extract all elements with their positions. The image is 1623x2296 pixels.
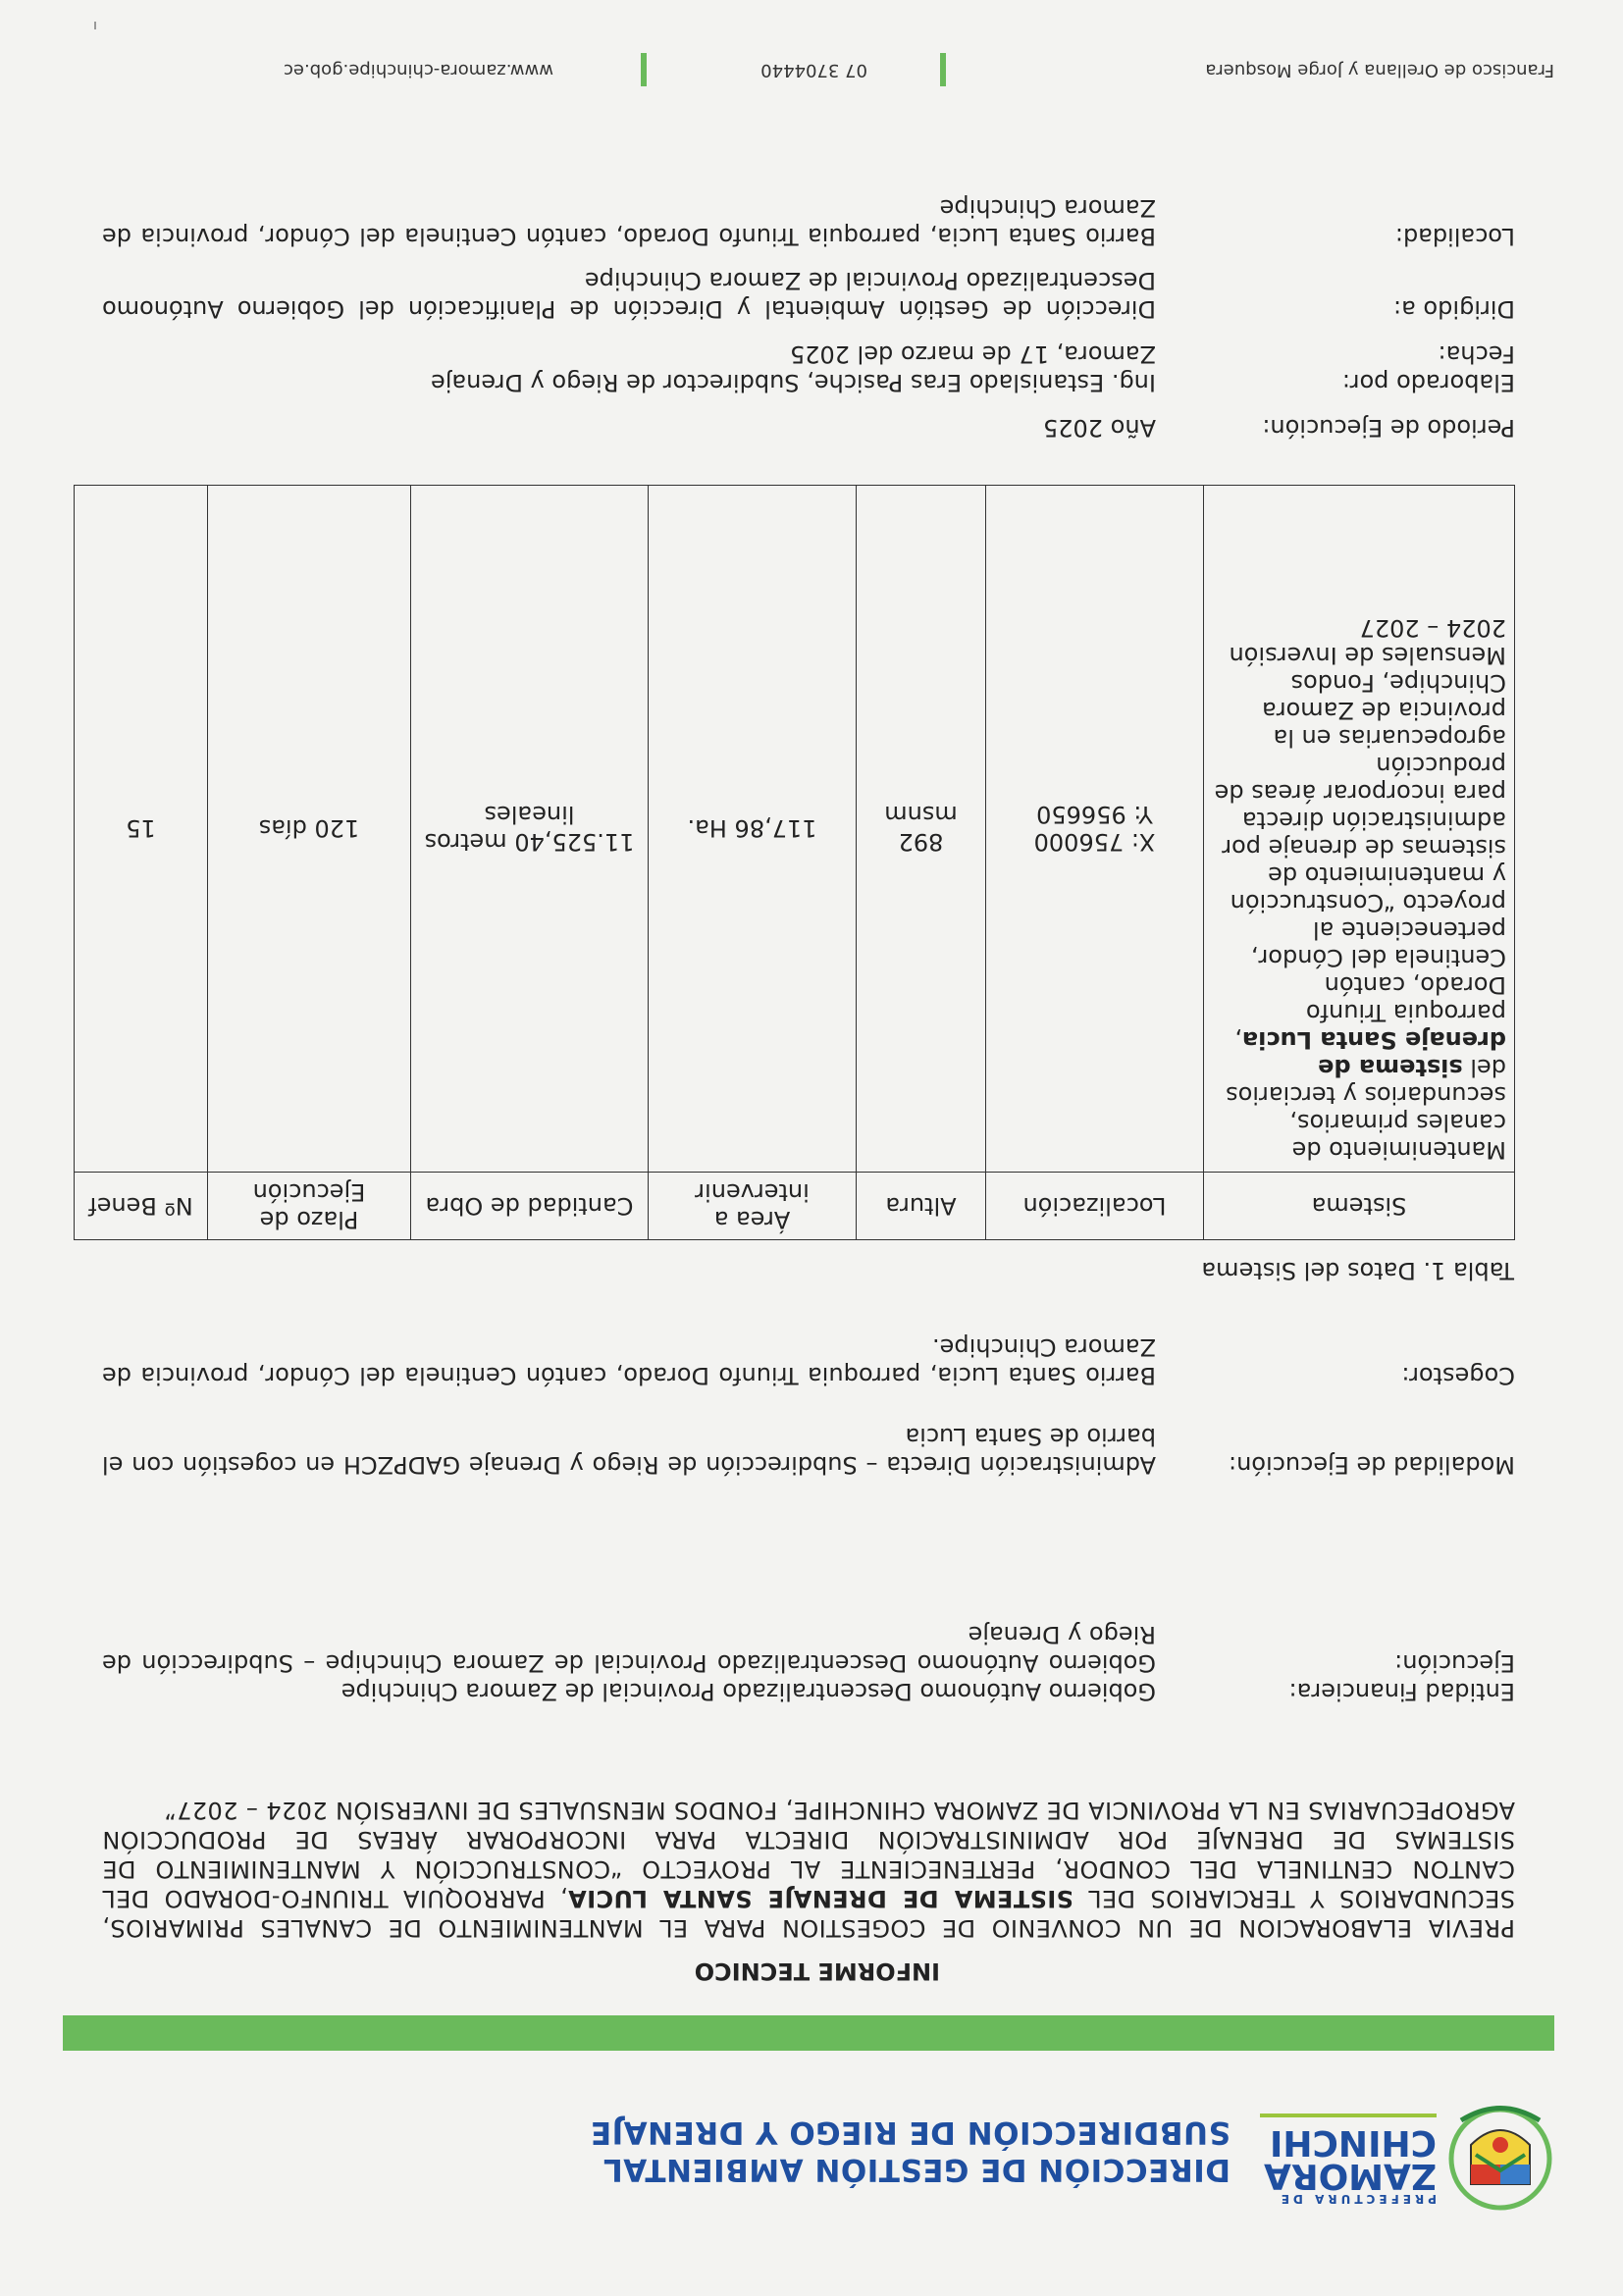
info-value: Barrio Santa Lucia, parroquia Triunfo Dorado, cantón Centinela del Cóndor, provincia de Zamora Chinchipe [102,194,1156,250]
sistema-text-1: Mantenimiento de canales primarios, secundarios y terciarios del [1226,1054,1506,1164]
brand-underline [1260,2113,1437,2117]
scan-mark [94,22,96,29]
info-label: Cogestor: [1401,1362,1515,1389]
col-benef: Nº Benef [75,1173,208,1240]
intro-part-c: , PARROQUIA TRIUNFO-DORADO DEL CANTON CENTINELA DEL CONDOR, PERTENECIENTE AL PROYECTO “CONSTRUCCIÓN Y MANTENIMIENTO DE SISTEMAS DE DRENAJE POR ADMINISTRACIÓN DIRECTA PARA INCORPORAR ÁREAS DE PRODUCCIÓN AGROPECUARIAS EN LA PROVINCIA DE ZAMORA CHINCHIPE, FONDOS MENSUALES DE INVERSIÓN 2024 – 2027” [101,1797,1515,1912]
info-value: Zamora, 17 de marzo del 2025 [789,340,1156,368]
brand-name-line-2: CHINCHI [1269,2122,1437,2163]
col-plazo: Plazo de Ejecución [208,1173,411,1240]
sistema-text-2: , parroquia Triunfo Dorado, cantón Centinela del Cóndor, perteneciente al proyecto “Construcción y mantenimiento de sistemas de drenaje por administración directa para incorporar áreas de producción agropecuarias en la provincia de Zamora Chinchipe, Fondos Mensuales de Inversión 2024 – 2027 [1214,614,1506,1054]
info-value: Administración Directa – Subdirección de Riego y Drenaje GADPZCH en cogestión con el barrio de Santa Lucia [102,1423,1156,1479]
cell-localizacion [986,486,1204,1173]
brand-name-line-1: ZAMORA [1264,2156,1437,2196]
department-line-2: SUBDIRECCIÓN DE RIEGO Y DRENAJE [590,2114,1230,2150]
info-label: Elaborado por: [1341,369,1515,396]
info-label: Entidad Financiera: [1288,1678,1515,1705]
page-footer [63,49,1554,88]
info-label: Dirigido a: [1393,295,1515,323]
info-label: Ejecución: [1394,1649,1515,1677]
letterhead [63,2017,1554,2214]
table-caption: Tabla 1. Datos del Sistema [1201,1257,1514,1284]
coord-y: Y: 956650 [1036,801,1153,829]
table-header-row [75,1173,1515,1240]
info-label: Modalidad de Ejecución: [1229,1451,1515,1479]
intro-part-a: PREVIA ELABORACION DE UN CONVENIO DE COGESTION PARA EL MANTENIMIENTO DE CANALES PRIMARIOS, SECUNDARIOS Y TERCIARIOS DEL [102,1885,1515,1942]
info-label: Fecha: [1438,340,1515,368]
cell-cantidad: 11.525,40 metros lineales [411,486,649,1173]
info-value: Barrio Santa Lucia, parroquia Triunfo Dorado, cantón Centinela del Cóndor, provincia de Zamora Chinchipe. [102,1333,1156,1389]
cell-area: 117,86 Ha. [649,486,857,1173]
footer-separator [940,53,946,86]
department-line-1: DIRECCIÓN DE GESTIÓN AMBIENTAL [602,2152,1230,2187]
footer-website: www.zamora-chinchipe.gob.ec [284,60,553,80]
cell-altura: 892 msnm [857,486,986,1173]
system-data-table [74,485,1515,1240]
col-area: Área a intervenir [649,1173,857,1240]
footer-phone: 07 3704440 [760,60,867,80]
sistema-text-bold: sistema de drenaje Santa Lucia [1241,1026,1506,1081]
intro-part-bold: SISTEMA DE DRENAJE SANTA LUCIA [567,1885,1073,1912]
col-cantidad: Cantidad de Obra [411,1173,649,1240]
cell-plazo: 120 días [208,486,411,1173]
cell-sistema [1204,486,1515,1173]
brand-block [1250,2113,1437,2206]
intro-paragraph [102,1796,1515,1943]
col-altura: Altura [857,1173,986,1240]
prefectura-coat-of-arms-logo [1446,2096,1554,2214]
info-label: Localidad: [1394,223,1515,250]
info-label: Periodo de Ejecución: [1262,414,1515,442]
cell-benef: 15 [75,486,208,1173]
footer-address: Francisco de Orellana y Jorge Mosquera [1205,60,1554,80]
coord-x: X: 756000 [1033,828,1156,857]
info-value: Ing. Estanislado Eras Pasiche, Subdirector de Riego y Drenaje [431,369,1156,396]
document-title: INFORME TECNICO [694,1957,940,1985]
brand-prefix: PREFECTURA DE [1277,2192,1437,2206]
info-value: Año 2025 [1042,414,1156,442]
info-value: Dirección de Gestión Ambiental y Dirección de Planificación del Gobierno Autónomo Descentralizado Provincial de Zamora Chinchipe [102,267,1156,323]
info-value: Gobierno Autónomo Descentralizado Provincial de Zamora Chinchipe – Subdirección de Riego y Drenaje [102,1621,1156,1677]
info-value: Gobierno Autónomo Descentralizado Provincial de Zamora Chinchipe [340,1678,1156,1705]
col-localizacion: Localización [986,1173,1204,1240]
table-row [75,486,1515,1173]
department-heading [544,2113,1230,2188]
col-sistema: Sistema [1204,1173,1515,1240]
footer-separator [641,53,647,86]
header-green-band [63,2015,1554,2051]
